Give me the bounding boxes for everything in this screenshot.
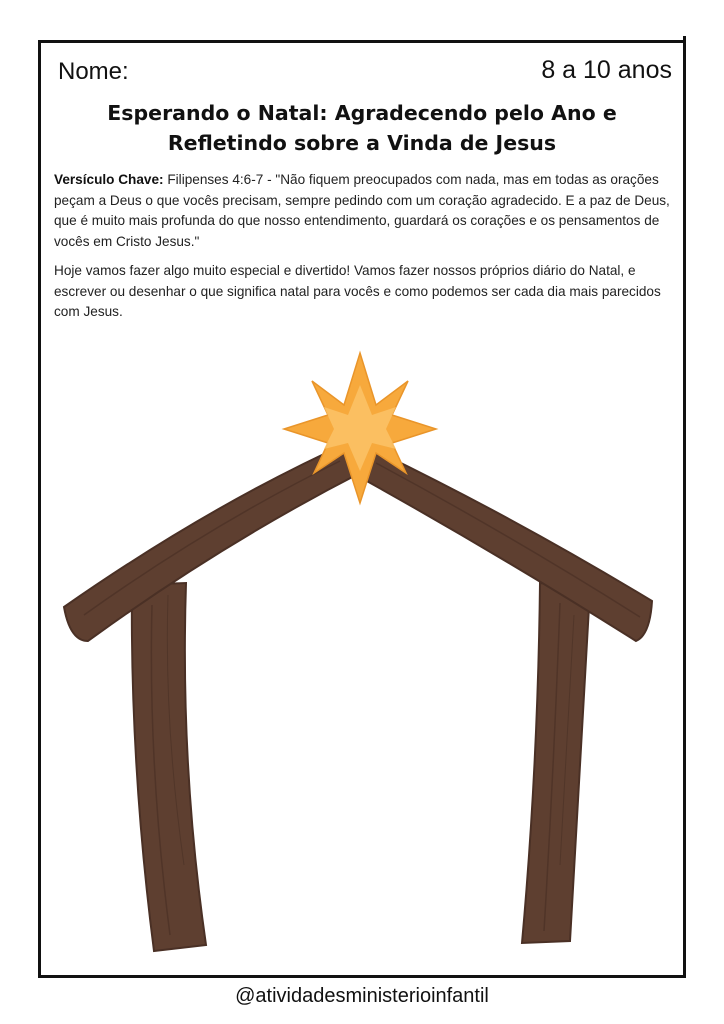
age-range-label: 8 a 10 anos <box>541 56 672 84</box>
key-verse-text: Filipenses 4:6-7 - "Não fiquem preocupados com nada, mas em todas as orações peçam a Deus o que vocês precisam, sempre pedindo com um coração agradecido. E a paz de Deus, que é muito mais profunda do que nosso entendimento, guardará os corações e os pensamentos de vocês em Cristo Jesus." <box>54 172 670 249</box>
stable-left-post <box>132 583 206 951</box>
page-border-tick <box>683 36 686 44</box>
title-line-2: Refletindo sobre a Vinda de Jesus <box>167 131 557 155</box>
key-verse <box>54 170 674 252</box>
footer-handle: @atividadesministerioinfantil <box>235 985 489 1007</box>
key-verse-label: Versículo Chave: <box>54 172 164 187</box>
title-line-1: Esperando o Natal: Agradecendo pelo Ano e <box>107 101 617 125</box>
stable-right-post <box>522 583 590 943</box>
name-label: Nome: <box>58 58 129 85</box>
wooden-stable-icon <box>60 345 660 965</box>
intro-paragraph: Hoje vamos fazer algo muito especial e divertido! Vamos fazer nossos próprios diário do Natal, e escrever ou desenhar o que significa natal para vocês e como podemos ser cada dia mais parecidos com Jesus. <box>54 263 661 319</box>
page-title <box>60 98 664 158</box>
stable-right-roof-beam <box>356 445 652 641</box>
